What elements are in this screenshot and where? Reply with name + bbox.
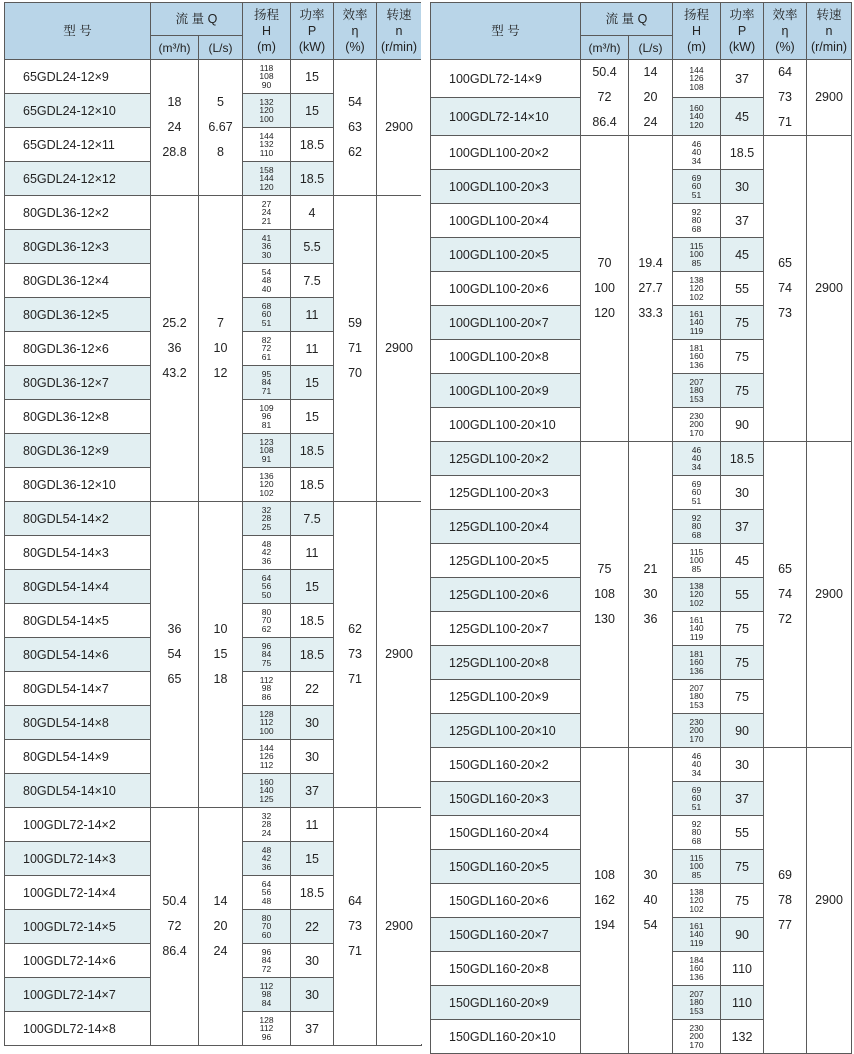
head-cell: 41 36 30: [243, 230, 291, 264]
flow-ls-cell: 5 6.67 8: [199, 60, 243, 196]
flow-m3h-cell: 70 100 120: [581, 136, 629, 442]
power-cell: 22: [291, 672, 334, 706]
speed-cell: 2900: [377, 60, 422, 196]
model-cell: 150GDL160-20×2: [431, 748, 581, 782]
model-cell: 150GDL160-20×6: [431, 884, 581, 918]
power-cell: 18.5: [291, 434, 334, 468]
power-cell: 11: [291, 332, 334, 366]
model-cell: 100GDL72-14×10: [431, 98, 581, 136]
head-cell: 46 40 34: [673, 442, 721, 476]
table-row: [431, 136, 852, 170]
model-cell: 80GDL54-14×8: [5, 706, 151, 740]
flow-ls-cell: 14 20 24: [199, 808, 243, 1046]
head-cell: 128 112 100: [243, 706, 291, 740]
power-cell: 18.5: [291, 638, 334, 672]
head-cell: 46 40 34: [673, 748, 721, 782]
model-cell: 80GDL36-12×10: [5, 468, 151, 502]
power-cell: 11: [291, 808, 334, 842]
table-row: [5, 196, 422, 230]
head-cell: 115 100 85: [673, 544, 721, 578]
model-cell: 150GDL160-20×9: [431, 986, 581, 1020]
power-cell: 132: [721, 1020, 764, 1054]
model-cell: 125GDL100-20×4: [431, 510, 581, 544]
model-cell: 100GDL72-14×8: [5, 1012, 151, 1046]
head-cell: 184 160 136: [673, 952, 721, 986]
head-cell: 95 84 71: [243, 366, 291, 400]
model-cell: 100GDL100-20×5: [431, 238, 581, 272]
header-flow-m3h: (m³/h): [581, 36, 629, 60]
speed-cell: 2900: [377, 196, 422, 502]
power-cell: 55: [721, 578, 764, 612]
power-cell: 37: [721, 204, 764, 238]
header-head: 扬程 H (m): [243, 3, 291, 60]
head-cell: 112 98 84: [243, 978, 291, 1012]
model-cell: 100GDL100-20×3: [431, 170, 581, 204]
model-cell: 65GDL24-12×12: [5, 162, 151, 196]
power-cell: 37: [721, 510, 764, 544]
head-cell: 161 140 119: [673, 918, 721, 952]
power-cell: 11: [291, 298, 334, 332]
model-cell: 100GDL72-14×4: [5, 876, 151, 910]
power-cell: 18.5: [291, 876, 334, 910]
power-cell: 15: [291, 842, 334, 876]
head-cell: 160 140 125: [243, 774, 291, 808]
model-cell: 80GDL54-14×2: [5, 502, 151, 536]
table-row: [5, 60, 422, 94]
model-cell: 80GDL54-14×7: [5, 672, 151, 706]
model-cell: 125GDL100-20×9: [431, 680, 581, 714]
header-power: 功率 P (kW): [721, 3, 764, 60]
model-cell: 80GDL54-14×9: [5, 740, 151, 774]
head-cell: 118 108 90: [243, 60, 291, 94]
flow-m3h-cell: 18 24 28.8: [151, 60, 199, 196]
model-cell: 100GDL72-14×7: [5, 978, 151, 1012]
model-cell: 100GDL100-20×8: [431, 340, 581, 374]
head-cell: 161 140 119: [673, 612, 721, 646]
head-cell: 138 120 102: [673, 884, 721, 918]
model-cell: 125GDL100-20×2: [431, 442, 581, 476]
power-cell: 7.5: [291, 502, 334, 536]
flow-ls-cell: 30 40 54: [629, 748, 673, 1054]
head-cell: 82 72 61: [243, 332, 291, 366]
head-cell: 92 80 68: [673, 510, 721, 544]
head-cell: 230 200 170: [673, 714, 721, 748]
power-cell: 30: [721, 170, 764, 204]
head-cell: 207 180 153: [673, 986, 721, 1020]
head-cell: 123 108 91: [243, 434, 291, 468]
power-cell: 15: [291, 94, 334, 128]
flow-m3h-cell: 50.4 72 86.4: [581, 60, 629, 136]
head-cell: 64 56 50: [243, 570, 291, 604]
head-cell: 136 120 102: [243, 468, 291, 502]
model-cell: 125GDL100-20×5: [431, 544, 581, 578]
flow-m3h-cell: 108 162 194: [581, 748, 629, 1054]
model-cell: 80GDL36-12×3: [5, 230, 151, 264]
table-body-left: [5, 60, 422, 1046]
header-speed: 转速 n (r/min): [807, 3, 852, 60]
head-cell: 161 140 119: [673, 306, 721, 340]
model-cell: 65GDL24-12×10: [5, 94, 151, 128]
power-cell: 11: [291, 536, 334, 570]
head-cell: 138 120 102: [673, 272, 721, 306]
power-cell: 90: [721, 408, 764, 442]
head-cell: 115 100 85: [673, 850, 721, 884]
model-cell: 80GDL36-12×4: [5, 264, 151, 298]
model-cell: 100GDL72-14×3: [5, 842, 151, 876]
power-cell: 45: [721, 98, 764, 136]
header-efficiency: 效率 η (%): [764, 3, 807, 60]
power-cell: 18.5: [291, 162, 334, 196]
power-cell: 18.5: [291, 468, 334, 502]
head-cell: 160 140 120: [673, 98, 721, 136]
model-cell: 100GDL100-20×2: [431, 136, 581, 170]
flow-m3h-cell: 36 54 65: [151, 502, 199, 808]
head-cell: 69 60 51: [673, 476, 721, 510]
header-flow: 流 量 Q: [151, 3, 243, 36]
head-cell: 48 42 36: [243, 842, 291, 876]
head-cell: 144 126 108: [673, 60, 721, 98]
power-cell: 75: [721, 340, 764, 374]
power-cell: 110: [721, 952, 764, 986]
model-cell: 100GDL72-14×9: [431, 60, 581, 98]
model-cell: 100GDL72-14×5: [5, 910, 151, 944]
model-cell: 65GDL24-12×9: [5, 60, 151, 94]
power-cell: 7.5: [291, 264, 334, 298]
power-cell: 90: [721, 714, 764, 748]
model-cell: 150GDL160-20×4: [431, 816, 581, 850]
power-cell: 5.5: [291, 230, 334, 264]
model-cell: 100GDL72-14×6: [5, 944, 151, 978]
power-cell: 45: [721, 238, 764, 272]
head-cell: 181 160 136: [673, 340, 721, 374]
model-cell: 150GDL160-20×10: [431, 1020, 581, 1054]
head-cell: 207 180 153: [673, 374, 721, 408]
speed-cell: 2900: [377, 502, 422, 808]
model-cell: 80GDL54-14×4: [5, 570, 151, 604]
head-cell: 80 70 62: [243, 604, 291, 638]
power-cell: 75: [721, 374, 764, 408]
power-cell: 15: [291, 400, 334, 434]
head-cell: 115 100 85: [673, 238, 721, 272]
head-cell: 69 60 51: [673, 782, 721, 816]
model-cell: 100GDL100-20×10: [431, 408, 581, 442]
head-cell: 48 42 36: [243, 536, 291, 570]
efficiency-cell: 64 73 71: [334, 808, 377, 1046]
power-cell: 75: [721, 884, 764, 918]
model-cell: 150GDL160-20×8: [431, 952, 581, 986]
model-cell: 150GDL160-20×7: [431, 918, 581, 952]
spec-table-left: [4, 2, 422, 1046]
model-cell: 125GDL100-20×8: [431, 646, 581, 680]
head-cell: 96 84 72: [243, 944, 291, 978]
head-cell: 68 60 51: [243, 298, 291, 332]
model-cell: 100GDL100-20×4: [431, 204, 581, 238]
power-cell: 18.5: [291, 604, 334, 638]
head-cell: 80 70 60: [243, 910, 291, 944]
header-model: 型 号: [5, 3, 151, 60]
power-cell: 15: [291, 60, 334, 94]
table-row: [5, 502, 422, 536]
power-cell: 30: [721, 476, 764, 510]
head-cell: 96 84 75: [243, 638, 291, 672]
flow-ls-cell: 14 20 24: [629, 60, 673, 136]
head-cell: 54 48 40: [243, 264, 291, 298]
power-cell: 30: [291, 740, 334, 774]
head-cell: 109 96 81: [243, 400, 291, 434]
efficiency-cell: 59 71 70: [334, 196, 377, 502]
speed-cell: 2900: [807, 60, 852, 136]
model-cell: 125GDL100-20×10: [431, 714, 581, 748]
head-cell: 181 160 136: [673, 646, 721, 680]
power-cell: 30: [721, 748, 764, 782]
header-head: 扬程 H (m): [673, 3, 721, 60]
table-row: [5, 808, 422, 842]
power-cell: 110: [721, 986, 764, 1020]
efficiency-cell: 65 74 72: [764, 442, 807, 748]
flow-m3h-cell: 25.2 36 43.2: [151, 196, 199, 502]
speed-cell: 2900: [377, 808, 422, 1046]
model-cell: 100GDL100-20×9: [431, 374, 581, 408]
power-cell: 15: [291, 570, 334, 604]
power-cell: 18.5: [291, 128, 334, 162]
flow-ls-cell: 21 30 36: [629, 442, 673, 748]
efficiency-cell: 65 74 73: [764, 136, 807, 442]
head-cell: 132 120 100: [243, 94, 291, 128]
flow-ls-cell: 7 10 12: [199, 196, 243, 502]
power-cell: 75: [721, 306, 764, 340]
head-cell: 230 200 170: [673, 408, 721, 442]
head-cell: 92 80 68: [673, 816, 721, 850]
model-cell: 65GDL24-12×11: [5, 128, 151, 162]
model-cell: 80GDL54-14×3: [5, 536, 151, 570]
model-cell: 100GDL72-14×2: [5, 808, 151, 842]
power-cell: 30: [291, 944, 334, 978]
table-row: [431, 60, 852, 98]
head-cell: 69 60 51: [673, 170, 721, 204]
power-cell: 18.5: [721, 136, 764, 170]
model-cell: 150GDL160-20×5: [431, 850, 581, 884]
power-cell: 90: [721, 918, 764, 952]
model-cell: 125GDL100-20×6: [431, 578, 581, 612]
power-cell: 22: [291, 910, 334, 944]
power-cell: 37: [291, 774, 334, 808]
model-cell: 150GDL160-20×3: [431, 782, 581, 816]
header-flow: 流 量 Q: [581, 3, 673, 36]
speed-cell: 2900: [807, 442, 852, 748]
head-cell: 207 180 153: [673, 680, 721, 714]
model-cell: 80GDL54-14×5: [5, 604, 151, 638]
speed-cell: 2900: [807, 136, 852, 442]
header-model: 型 号: [431, 3, 581, 60]
model-cell: 80GDL36-12×8: [5, 400, 151, 434]
head-cell: 64 56 48: [243, 876, 291, 910]
speed-cell: 2900: [807, 748, 852, 1054]
flow-ls-cell: 19.4 27.7 33.3: [629, 136, 673, 442]
head-cell: 158 144 120: [243, 162, 291, 196]
head-cell: 32 28 25: [243, 502, 291, 536]
model-cell: 80GDL36-12×9: [5, 434, 151, 468]
power-cell: 37: [721, 782, 764, 816]
power-cell: 37: [721, 60, 764, 98]
efficiency-cell: 62 73 71: [334, 502, 377, 808]
power-cell: 75: [721, 612, 764, 646]
head-cell: 92 80 68: [673, 204, 721, 238]
head-cell: 128 112 96: [243, 1012, 291, 1046]
table-row: [431, 748, 852, 782]
power-cell: 75: [721, 646, 764, 680]
column-divider: [421, 2, 430, 1044]
power-cell: 37: [291, 1012, 334, 1046]
power-cell: 30: [291, 706, 334, 740]
header-speed: 转速 n (r/min): [377, 3, 422, 60]
model-cell: 80GDL36-12×7: [5, 366, 151, 400]
flow-m3h-cell: 50.4 72 86.4: [151, 808, 199, 1046]
efficiency-cell: 69 78 77: [764, 748, 807, 1054]
head-cell: 112 98 86: [243, 672, 291, 706]
head-cell: 27 24 21: [243, 196, 291, 230]
spec-table-right: [430, 2, 852, 1054]
model-cell: 125GDL100-20×3: [431, 476, 581, 510]
power-cell: 55: [721, 272, 764, 306]
model-cell: 80GDL54-14×6: [5, 638, 151, 672]
header-efficiency: 效率 η (%): [334, 3, 377, 60]
model-cell: 80GDL54-14×10: [5, 774, 151, 808]
power-cell: 75: [721, 850, 764, 884]
flow-ls-cell: 10 15 18: [199, 502, 243, 808]
power-cell: 4: [291, 196, 334, 230]
table-body-right: [431, 60, 852, 1054]
table-row: [431, 442, 852, 476]
head-cell: 144 132 110: [243, 128, 291, 162]
power-cell: 55: [721, 816, 764, 850]
head-cell: 144 126 112: [243, 740, 291, 774]
power-cell: 45: [721, 544, 764, 578]
model-cell: 80GDL36-12×6: [5, 332, 151, 366]
flow-m3h-cell: 75 108 130: [581, 442, 629, 748]
model-cell: 125GDL100-20×7: [431, 612, 581, 646]
head-cell: 32 28 24: [243, 808, 291, 842]
head-cell: 230 200 170: [673, 1020, 721, 1054]
header-flow-ls: (L/s): [629, 36, 673, 60]
model-cell: 100GDL100-20×6: [431, 272, 581, 306]
model-cell: 80GDL36-12×5: [5, 298, 151, 332]
header-power: 功率 P (kW): [291, 3, 334, 60]
header-flow-ls: (L/s): [199, 36, 243, 60]
efficiency-cell: 54 63 62: [334, 60, 377, 196]
power-cell: 30: [291, 978, 334, 1012]
header-flow-m3h: (m³/h): [151, 36, 199, 60]
head-cell: 138 120 102: [673, 578, 721, 612]
model-cell: 80GDL36-12×2: [5, 196, 151, 230]
efficiency-cell: 64 73 71: [764, 60, 807, 136]
model-cell: 100GDL100-20×7: [431, 306, 581, 340]
head-cell: 46 40 34: [673, 136, 721, 170]
power-cell: 75: [721, 680, 764, 714]
power-cell: 15: [291, 366, 334, 400]
power-cell: 18.5: [721, 442, 764, 476]
